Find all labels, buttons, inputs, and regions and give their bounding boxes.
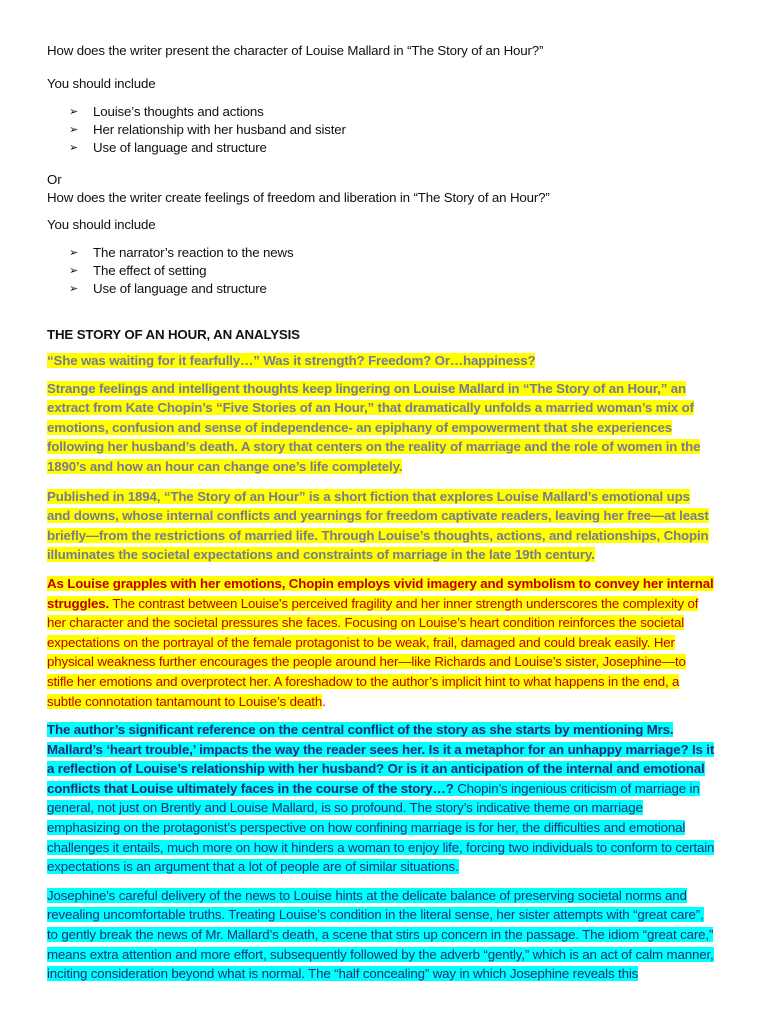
paragraph-text: The contrast between Louise's perceived fragility and her inner strength underscores the complexity of her character and the societal pressures she faces. Focusing on Louise’s heart condition reinforces the societal expectations on the portrayal of the female protagonist to be weak, frail, damaged and could break easily. Her physical weakness further encourages the people around her—like Richards and Louise’s sister, Josephine—to stifle her emotions and overprotect her. A foreshadow to the author’s implicit hint to what happens in the end, a subtle connotation tantamount to Louise’s death: [47, 595, 699, 709]
bullet-text: Louise’s thoughts and actions: [93, 104, 264, 119]
prompt2-question: How does the writer create feelings of freedom and liberation in “The Story of an Hour?”: [47, 190, 550, 205]
arrowhead-bullet-icon: ➢: [69, 124, 79, 136]
paragraph-text: Strange feelings and intelligent thoughts keep lingering on Louise Mallard in “The Story of an Hour,” an extract from Kate Chopin’s “Five Stories of an Hour,” that dramatically unfolds a married woman’s mix of emotions, confusion and sense of independence- an epiphany of empowerment that she experiences following her husband’s death. A story that centers on the reality of marriage and the role of women in the 1890’s and how an hour can change one’s life completely.: [47, 380, 701, 474]
bullet-text: Use of language and structure: [93, 140, 267, 155]
document-page: [47, 36, 715, 984]
list-item: [47, 103, 715, 121]
arrowhead-bullet-icon: ➢: [69, 142, 79, 154]
list-item: [47, 244, 715, 262]
paragraph-lead-text: The author’s significant reference on the central conflict of the story as she starts by mentioning Mrs. Mallard’s ‘heart trouble,’ impacts the way the reader sees her. Is it a metaphor for an unhappy marriage? Is it a reflection of Louise’s relationship with her husband? Or is it an anticipation of the internal and emotional conflicts that Louise ultimately faces in the course of the story…?: [47, 722, 715, 796]
prompt1-include-label: You should include: [47, 76, 156, 91]
quote-text: “She was waiting for it fearfully…” Was it strength? Freedom? Or…happiness?: [47, 353, 536, 368]
list-item: [47, 280, 715, 298]
analysis-paragraph-2: [47, 487, 715, 565]
prompt2-bullet-list: [47, 244, 715, 298]
analysis-paragraph-4: [47, 720, 715, 877]
prompt2-include-label: You should include: [47, 217, 156, 232]
arrowhead-bullet-icon: ➢: [69, 283, 79, 295]
arrowhead-bullet-icon: ➢: [69, 247, 79, 259]
paragraph-lead-text: As Louise grapples with her emotions, Chopin employs vivid imagery and symbolism to convey her internal struggles.: [47, 575, 714, 611]
paragraph-text: Published in 1894, “The Story of an Hour” is a short fiction that explores Louise Mallard’s emotional ups and downs, whose internal conflicts and yearnings for freedom captivate readers, leaving her free—at least briefly—from the restrictions of married life. Through Louise’s thoughts, actions, and relationships, Chopin illuminates the societal expectations and constraints of marriage in the late 19th century.: [47, 488, 709, 563]
bullet-text: Use of language and structure: [93, 281, 267, 296]
analysis-quote: [47, 351, 715, 371]
bullet-text: The narrator’s reaction to the news: [93, 245, 294, 260]
bullet-text: Her relationship with her husband and sister: [93, 122, 346, 137]
analysis-paragraph-1: [47, 379, 715, 477]
bullet-text: The effect of setting: [93, 263, 207, 278]
list-item: [47, 262, 715, 280]
list-item: [47, 139, 715, 157]
or-label: Or: [47, 172, 62, 187]
analysis-heading: THE STORY OF AN HOUR, AN ANALYSIS: [47, 327, 300, 342]
paragraph-end-text: .: [322, 693, 326, 709]
list-item: [47, 121, 715, 139]
paragraph-text: Josephine's careful delivery of the news to Louise hints at the delicate balance of preserving societal norms and revealing uncomfortable truths. Treating Louise’s condition in the literal sense, her sister attempts with “great care”, to gently break the news of Mr. Mallard’s death, a scene that stirs up concern in the passage. The idiom “great care,” means extra attention and more effort, subsequently followed by the adverb “gently,” which is an act of calm manner, inciting consideration beyond what is normal. The “half concealing” way in which Josephine reveals this: [47, 887, 714, 982]
prompt1-bullet-list: [47, 103, 715, 157]
analysis-paragraph-3: [47, 574, 715, 711]
arrowhead-bullet-icon: ➢: [69, 265, 79, 277]
prompt1-question: How does the writer present the character of Louise Mallard in “The Story of an Hour?”: [47, 43, 544, 58]
analysis-paragraph-5: [47, 886, 715, 984]
paragraph-text: Chopin’s ingenious criticism of marriage in general, not just on Brently and Louise Mallard, is so profound. The story’s indicative theme on marriage emphasizing on the protagonist’s perspective on how confining marriage is for her, the difficulties and emotional challenges it entails, much more on how it hinders a woman to enjoy life, forcing two individuals to conform to certain expectations is an argument that a lot of people are of similar situations.: [47, 780, 715, 875]
arrowhead-bullet-icon: ➢: [69, 106, 79, 118]
